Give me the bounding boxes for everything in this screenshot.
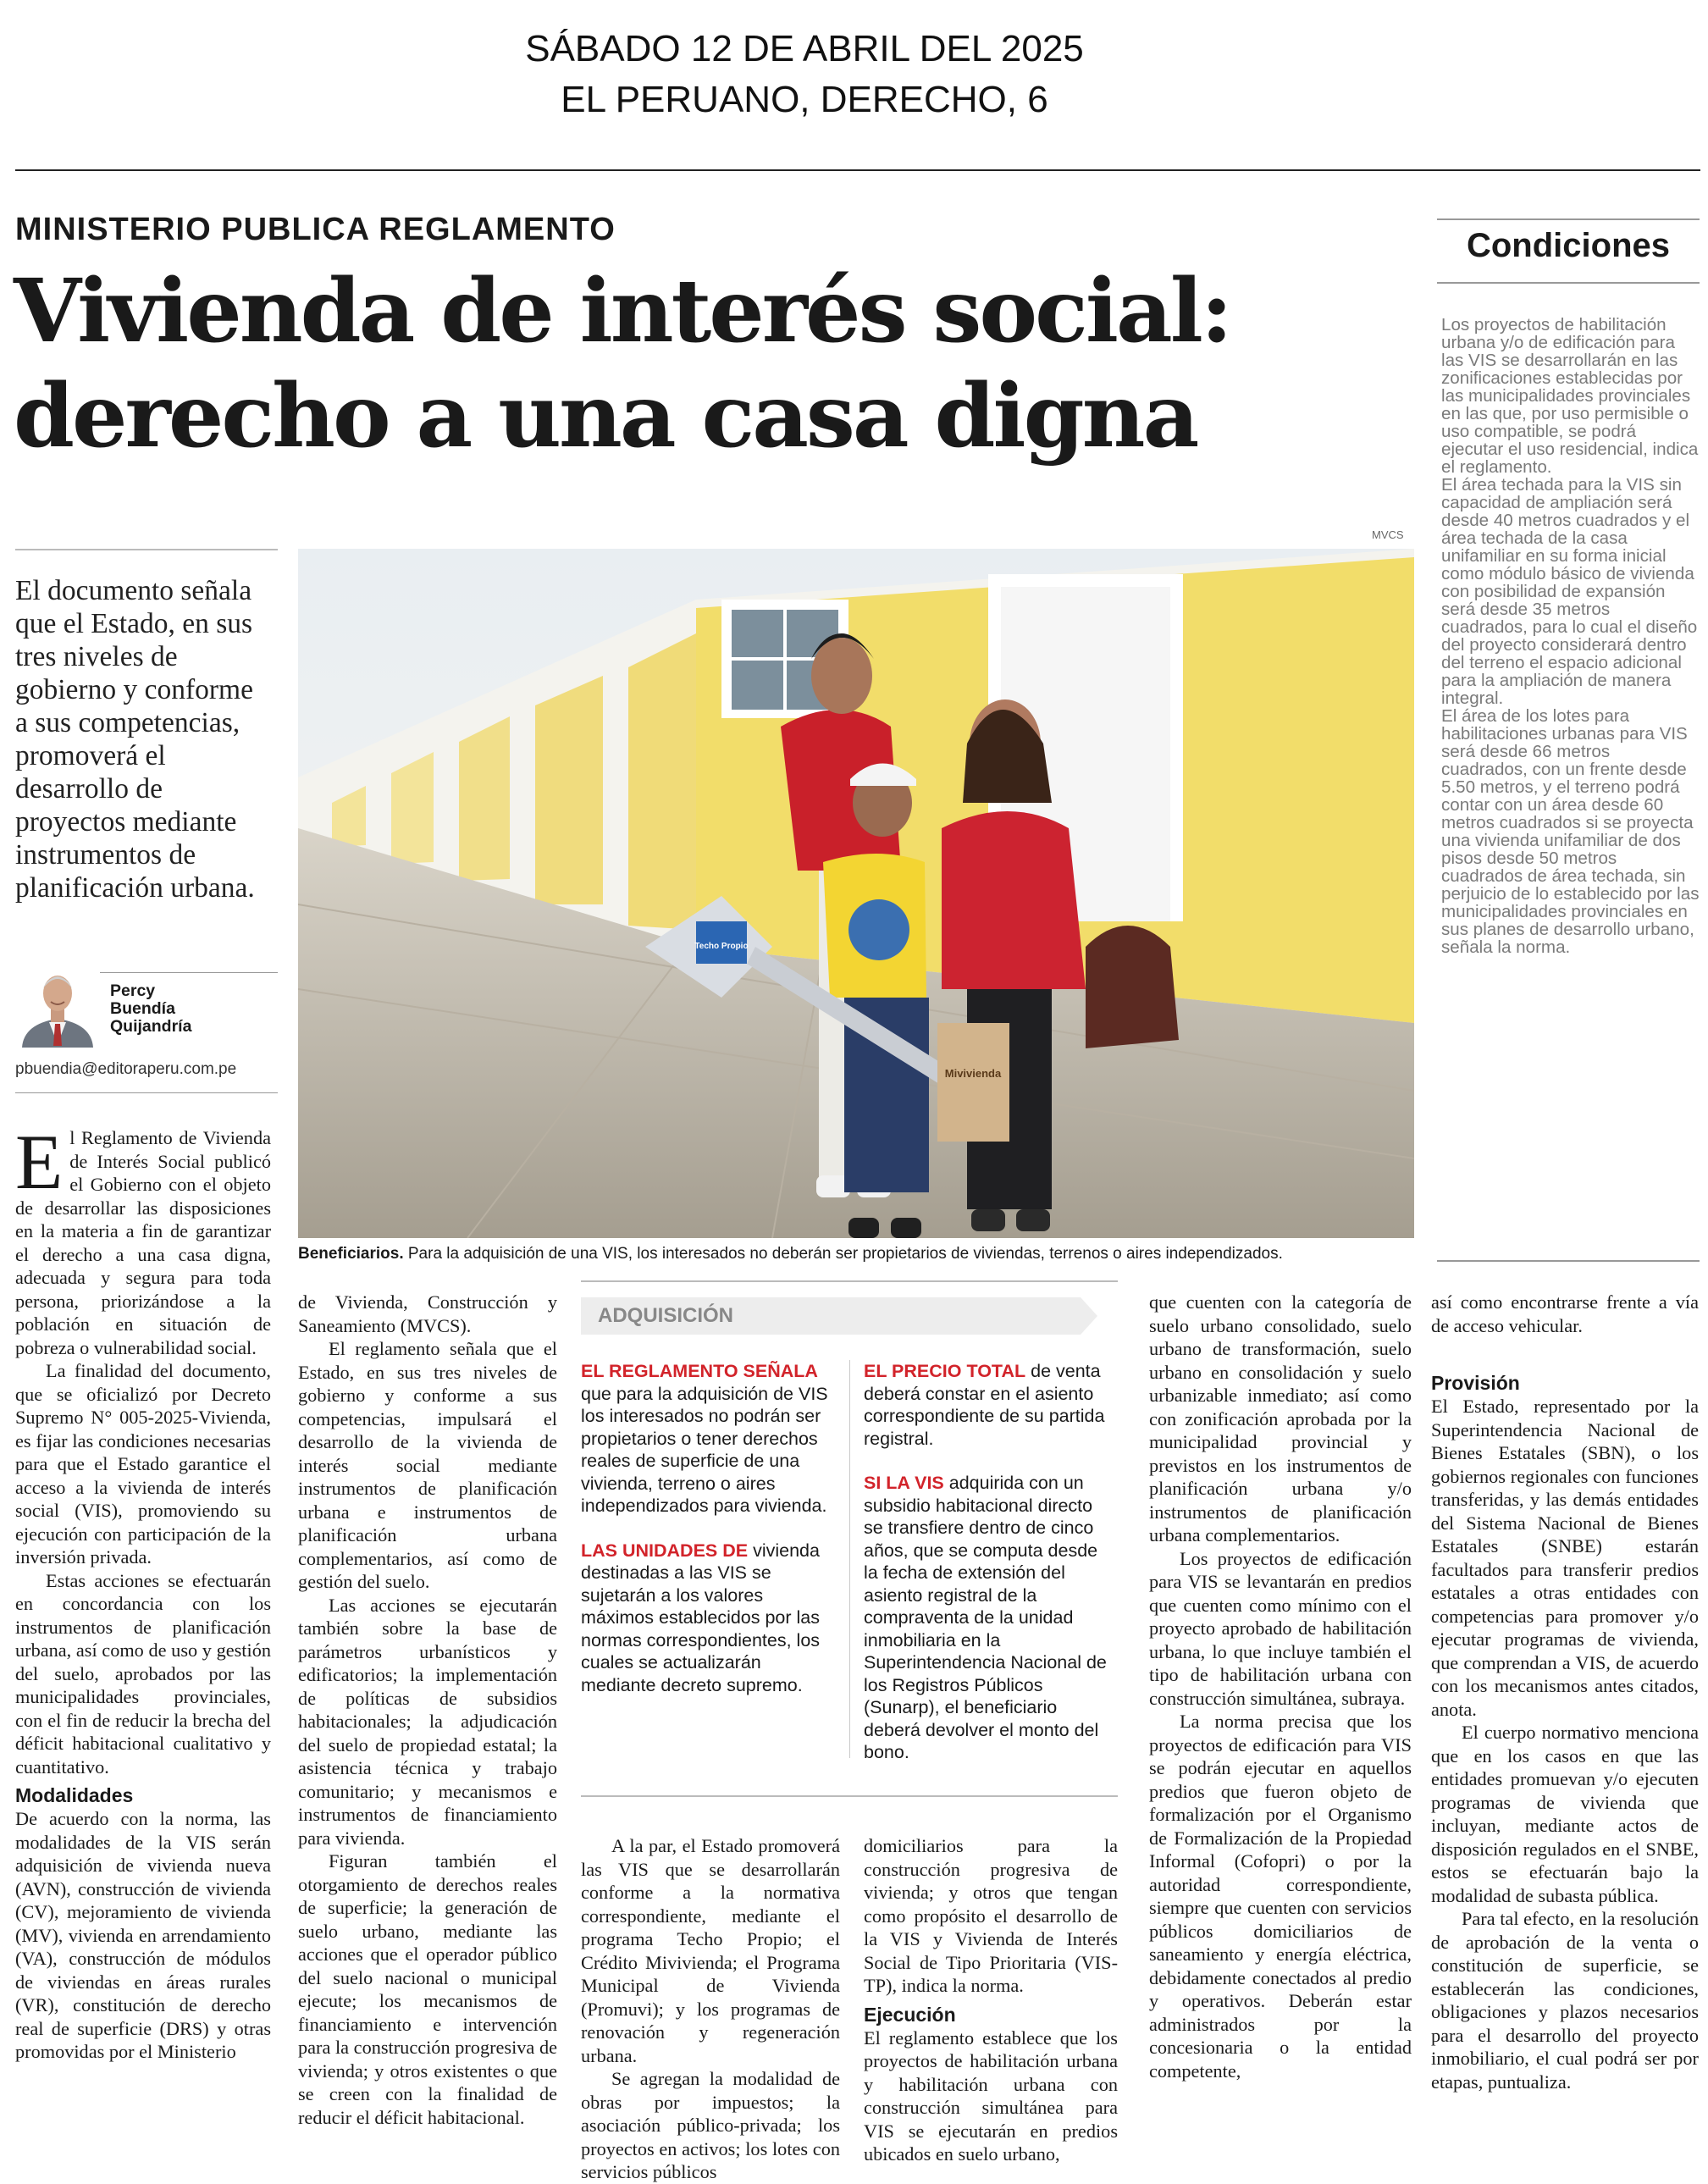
page-header <box>0 24 1609 125</box>
body-paragraph: El Reglamento de Vivienda de Interés Social publicó el Gobierno con el objeto de desarrollar las disposiciones en la materia a fin de garantizar el derecho a una casa digna, adecuada y segura para toda persona, priorizándose a la población en situación de pobreza o vulnerabilidad social. <box>15 1119 271 1358</box>
deck-rule <box>15 549 278 550</box>
body-paragraph: Se agregan la modalidad de obras por impuestos; la asociación público-privada; los proyectos en activos; los lotes con servicios públicos <box>581 2068 840 2182</box>
body-paragraph: El Estado, representado por la Superintendencia Nacional de Bienes Estatales (SBN), o los gobiernos regionales con funciones transferidas, y las demás entidades del Sistema Nacional de Bienes Estatales (SNBE) estarán facultados para transferir predios estatales a otras entidades con competencias para promover y/o ejecutar programas de vivienda, que comprendan a VIS, de acuerdo con los mecanismos antes citados, anota. <box>1431 1396 1699 1720</box>
box-item: SI LA VIS adquirida con un subsidio habitacional directo se transfiere dentro de cinco años, que se computa desde la fecha de extensión del asiento registral de la compraventa de la unidad inmobiliaria en la Superintendencia Nacional de los Registros Públicos (Sunarp), el beneficiario deberá devolver el monto del bono. <box>864 1473 1107 1762</box>
body-paragraph: De acuerdo con la norma, las modalidades de la VIS serán adquisición de vivienda nueva (AVN), construcción de vivienda (CV), mejoramiento de vivienda (MV), vivienda en arrendamiento (VA), construcción de módulos de viviendas en áreas rurales (VR), constitución de derecho real de superficie (DRS) y otras promovidas por el Ministerio <box>15 1808 271 2062</box>
author-last-name: Quijandría <box>110 1017 192 1036</box>
article-deck: El documento señala que el Estado, en sus tres niveles de gobierno y conforme a sus competencias, promoverá el desarrollo de proyectos mediante instrumentos de planificación urbana. <box>15 575 255 904</box>
article-kicker: MINISTERIO PUBLICA REGLAMENTO <box>15 212 616 247</box>
body-paragraph: A la par, el Estado promoverá las VIS que se desarrollarán conforme a la normativa correspondiente, mediante el programa Techo Propio; el Crédito Mivivienda; el Programa Municipal de Vivienda (Promuvi); y los programas de renovación y regeneración urbana. <box>581 1835 840 2066</box>
body-column-1 <box>15 1119 271 2064</box>
body-paragraph: que cuenten con la categoría de suelo urbano consolidado, suelo urbano de transformación, suelo urbano en consolidación y suelo urbanizable inmediato; así como con zonificación aprobada por la municipalidad provincial y previstos en los instrumentos de planificación urbana y/o instrumentos de planificación urbana complementarios. <box>1149 1291 1412 1545</box>
body-paragraph: El cuerpo normativo menciona que en los casos en que las entidades promuevan y/o ejecuten programas de vivienda que incluyan, mediante actos de disposición regulados en el SNBE, estos se efectuarán bajo la modalidad de subasta pública. <box>1431 1722 1699 1906</box>
body-column-6 <box>1431 1291 1699 2093</box>
key-tag-text: Techo Propio <box>694 942 749 951</box>
header-rule <box>15 169 1700 171</box>
headline-line-2: derecho a una casa digna <box>14 365 1197 467</box>
sidebar-rule-bottom <box>1437 1260 1700 1262</box>
body-paragraph: El reglamento señala que el Estado, en sus tres niveles de gobierno y conforme a sus competencias, impulsará el desarrollo de la vivienda de interés social mediante instrumentos de planificación urbana e instrumentos de planificación urbana complementarios, así como de gestión del suelo. <box>298 1338 557 1592</box>
photo-caption <box>298 1243 1424 1265</box>
box-item-lead: EL REGLAMENTO SEÑALA <box>581 1361 818 1381</box>
issue-date: SÁBADO 12 DE ABRIL DEL 2025 <box>525 28 1084 69</box>
body-paragraph: domiciliarios para la construcción progresiva de vivienda; y otros que tengan como propósito el desarrollo de la VIS y Vivienda de Interés Social de Tipo Prioritaria (VIS-TP), indica la norma. <box>864 1835 1118 1996</box>
body-paragraph: La norma precisa que los proyectos de edificación para VIS se podrán ejecutar en aquellos predios que fueron objeto de formalización por el Organismo de Formalización de la Propiedad Informal (Cofopri) o por la autoridad correspondiente, siempre que cuenten con servicios públicos domiciliarios de saneamiento y energía eléctrica, debidamente conectados al predio y operativos. Deberán estar administrados por la concesionaria o la entidad competente, <box>1149 1711 1412 2082</box>
author-first-name: Percy <box>110 981 156 1000</box>
body-column-3 <box>581 1834 840 2184</box>
subhead-provision: Provisión <box>1431 1372 1520 1394</box>
box-rule-bottom <box>581 1795 1118 1797</box>
subhead-ejecucion: Ejecución <box>864 2003 956 2026</box>
sidebar-title: Condiciones <box>1466 227 1671 264</box>
sidebar-paragraph: Los proyectos de habilitación urbana y/o de edificación para las VIS se desarrollarán en las zonificaciones establecidas por las municipalidades provinciales en las que, por uso permisible o uso compatible, se podrá ejecutar el uso residencial, indica el reglamento. <box>1441 315 1699 477</box>
box-column-left <box>581 1360 835 1718</box>
headline-line-1: Vivienda de interés social: <box>14 260 1230 362</box>
sidebar-rule-top <box>1437 218 1700 220</box>
body-column-2 <box>298 1291 557 2129</box>
box-item-lead: EL PRECIO TOTAL <box>864 1361 1026 1381</box>
photo-illustration <box>298 549 1414 1238</box>
sidebar-paragraph: El área techada para la VIS sin capacidad de ampliación será desde 40 metros cuadrados y el área techada de la casa unifamiliar en su forma inicial como módulo básico de vivienda con posibilidad de expansión será desde 35 metros cuadrados, para lo cual el diseño del proyecto considerará dentro del terreno el espacio adicional para la ampliación de manera integral. <box>1441 475 1698 708</box>
box-rule-top <box>581 1280 1118 1282</box>
box-item: LAS UNIDADES DE vivienda destinadas a las VIS se sujetarán a los valores máximos establecidos por las normas correspondientes, los cuales se actualizarán mediante decreto supremo. <box>581 1540 821 1695</box>
box-item: EL PRECIO TOTAL de venta deberá constar en el asiento correspondiente de su partida registral. <box>864 1361 1105 1449</box>
subhead-modalidades: Modalidades <box>15 1784 134 1806</box>
body-paragraph: de Vivienda, Construcción y Saneamiento (MVCS). <box>298 1291 557 1336</box>
author-avatar <box>15 963 100 1048</box>
author-email[interactable]: pbuendia@editoraperu.com.pe <box>15 1060 237 1078</box>
drop-cap: E <box>15 1119 64 1205</box>
sidebar-body <box>1441 316 1700 956</box>
body-paragraph: Los proyectos de edificación para VIS se levantarán en predios que cuenten como mínimo con el proyecto aprobado de habilitación urbana, lo que incluye también el tipo de habilitación urbana con construcción simultánea, subraya. <box>1149 1547 1412 1709</box>
box-item: EL REGLAMENTO SEÑALA que para la adquisición de VIS los interesados no podrán ser propietarios o tener derechos reales de superficie de una vivienda, terreno o aires independizados para vivienda. <box>581 1361 828 1516</box>
box-column-right <box>864 1360 1114 1786</box>
body-column-4 <box>864 1834 1118 2166</box>
section-page: EL PERUANO, DERECHO, 6 <box>561 79 1048 120</box>
author-middle-name: Buendía <box>110 999 175 1018</box>
box-label: ADQUISICIÓN <box>581 1297 1081 1335</box>
sidebar-rule-mid <box>1437 282 1700 284</box>
body-paragraph: El reglamento establece que los proyectos de habilitación urbana y habilitación urbana con construcción simultánea para VIS se ejecutarán en predios ubicados en suelo urbano, <box>864 2026 1118 2165</box>
body-paragraph: Estas acciones se efectuarán en concordancia con los instrumentos de planificación urbana, así como de uso y gestión del suelo, aprobados por las municipalidades provinciales, con el fin de reducir la brecha del déficit habitacional cualitativo y cuantitativo. <box>15 1569 271 1778</box>
caption-lead: Beneficiarios. <box>298 1245 404 1263</box>
article-headline <box>14 259 1402 469</box>
article-photo <box>298 549 1414 1238</box>
box-label-arrow <box>1081 1297 1097 1335</box>
body-paragraph: Figuran también el otorgamiento de derechos reales de superficie; la generación de suelo urbano, mediante las acciones que el operador público del suelo nacional o municipal ejecute; los mecanismos de financiamiento e intervención para la construcción progresiva de vivienda; y otros existentes o que se creen con la finalidad de reducir el déficit habitacional. <box>298 1850 557 2128</box>
box-item-lead: LAS UNIDADES DE <box>581 1540 749 1561</box>
sidebar-paragraph: El área de los lotes para habilitaciones urbanas para VIS será desde 66 metros cuadrados, con un frente desde 5.50 metros, y el terreno podrá contar con un área desde 60 metros cuadrados si se proyecta una vivienda unifamiliar de dos pisos desde 50 metros cuadrados de área techada, sin perjuicio de lo establecido por las municipalidades provinciales en sus planes de desarrollo urbano, señala la norma. <box>1441 706 1700 957</box>
email-rule <box>15 1092 278 1093</box>
body-paragraph: Las acciones se ejecutarán también sobre la base de parámetros urbanísticos y edificatorios; la implementación de políticas de subsidios habitacionales; la adjudicación del suelo de propiedad estatal; la asistencia técnica y trabajo comunitario; y mecanismos e instrumentos de financiamiento para vivienda. <box>298 1594 557 1849</box>
caption-text: Para la adquisición de una VIS, los interesados no deberán ser propietarios de viviendas, terrenos o aires independizados. <box>403 1245 1283 1263</box>
box-divider <box>849 1360 850 1758</box>
body-paragraph: Para tal efecto, en la resolución de aprobación de la venta o constitución de superficie, se establecerán las condiciones, obligaciones y plazos necesarios para el desarrollo del proyecto inmobiliario, el cual podrá ser por etapas, puntualiza. <box>1431 1908 1699 2093</box>
box-item-lead: SI LA VIS <box>864 1473 944 1493</box>
author-name <box>110 982 191 1036</box>
photo-credit: MVCS <box>1372 528 1404 541</box>
body-paragraph: La finalidad del documento, que se oficializó por Decreto Supremo N° 005-2025-Vivienda, es fijar las condiciones necesarias para que el Estado garantice el acceso a la vivienda de interés social (VIS), promoviendo su ejecución con participación de la inversión privada. <box>15 1360 271 1568</box>
body-column-5 <box>1149 1291 1412 2082</box>
body-paragraph: así como encontrarse frente a vía de acceso vehicular. <box>1431 1291 1699 1336</box>
bag-text: Mivivienda <box>944 1067 1002 1080</box>
